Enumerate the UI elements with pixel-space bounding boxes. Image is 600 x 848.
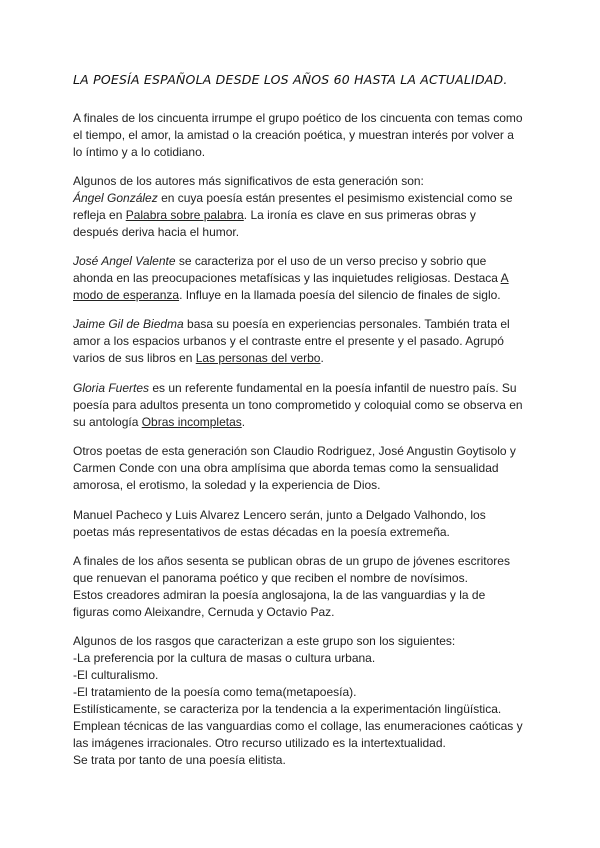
text-line: que renuevan el panorama poético y que reciben el nombre de novísimos.: [73, 571, 468, 585]
text-line: [73, 253, 533, 270]
text-span: ahonda en las preocupaciones metafísicas y las inquietudes religiosas. Destaca: [73, 271, 501, 285]
book-title: Palabra sobre palabra: [125, 208, 244, 222]
text-line: [73, 190, 533, 207]
text-span: en cuya poesía están presentes el pesimismo existencial como se: [157, 191, 513, 205]
list-item: -El tratamiento de la poesía como tema(metapoesía).: [73, 685, 357, 699]
text-span: varios de sus libros en: [73, 351, 196, 365]
list-item: -El culturalismo.: [73, 668, 159, 682]
text-line: [73, 350, 533, 367]
text-span: es un referente fundamental en la poesía infantil de nuestro país. Su: [149, 381, 517, 395]
text-span: se caracteriza por el uso de un verso preciso y sobrio que: [175, 254, 487, 268]
text-line: poesía para adultos presenta un tono comprometido y coloquial como se observa en: [73, 398, 523, 412]
text-line: Algunos de los rasgos que caracterizan a este grupo son los siguientes:: [73, 634, 456, 648]
text-line: Carmen Conde con una obra amplísima que aborda temas como la sensualidad: [73, 461, 499, 475]
text-span: refleja en: [73, 208, 126, 222]
paragraph-extremadura: [73, 507, 533, 541]
paragraph-other-poets: [73, 443, 533, 494]
author-name: Ángel González: [73, 191, 158, 205]
paragraph-rasgos: [73, 633, 533, 769]
text-line: [73, 380, 533, 397]
text-span: basa su poesía en experiencias personales. También trata el: [183, 317, 510, 331]
text-line: poetas más representativos de estas décadas en la poesía extremeña.: [73, 525, 450, 539]
text-line: Estilísticamente, se caracteriza por la tendencia a la experimentación lingüística.: [73, 702, 502, 716]
author-name: José Angel Valente: [73, 254, 176, 268]
book-title: Las personas del verbo: [195, 351, 321, 365]
document-title: LA POESÍA ESPAÑOLA DESDE LOS AÑOS 60 HASTA LA ACTUALIDAD.: [73, 72, 508, 87]
text-line: amor a los espacios urbanos y el contraste entre el presente y el pasado. Agrupó: [73, 334, 504, 348]
book-title: Obras incompletas: [141, 415, 242, 429]
text-line: Algunos de los autores más significativos de esta generación son:: [73, 174, 424, 188]
paragraph-novisimos: [73, 553, 533, 621]
author-name: Jaime Gil de Biedma: [73, 317, 184, 331]
text-line: [73, 207, 533, 224]
text-line: [73, 316, 533, 333]
text-line: A finales de los cincuenta irrumpe el grupo poético de los cincuenta con temas como: [73, 111, 523, 125]
author-name: Gloria Fuertes: [73, 381, 150, 395]
text-line: [73, 270, 533, 287]
text-span: .: [241, 415, 246, 429]
text-line: el tiempo, el amor, la amistad o la creación poética, y muestran interés por volver a: [73, 128, 514, 142]
text-line: figuras como Aleixandre, Cernuda y Octavio Paz.: [73, 605, 335, 619]
book-title: A: [500, 271, 509, 285]
text-line: Manuel Pacheco y Luis Alvarez Lencero serán, junto a Delgado Valhondo, los: [73, 508, 486, 522]
text-line: Se trata por tanto de una poesía elitista.: [73, 753, 286, 767]
paragraph-intro: [73, 110, 533, 161]
text-span: su antología: [73, 415, 142, 429]
text-line: las imágenes irracionales. Otro recurso utilizado es la intertextualidad.: [73, 736, 446, 750]
text-line: [73, 414, 533, 431]
book-title: modo de esperanza: [73, 288, 180, 302]
text-line: después deriva hacia el humor.: [73, 225, 240, 239]
paragraph-fuertes: [73, 380, 533, 431]
list-item: -La preferencia por la cultura de masas o cultura urbana.: [73, 651, 376, 665]
text-line: Emplean técnicas de las vanguardias como el collage, las enumeraciones caóticas y: [73, 719, 523, 733]
text-line: A finales de los años sesenta se publican obras de un grupo de jóvenes escritores: [73, 554, 510, 568]
text-span: . La ironía es clave en sus primeras obras y: [243, 208, 476, 222]
paragraph-biedma: [73, 316, 533, 367]
text-line: Otros poetas de esta generación son Claudio Rodriguez, José Angustin Goytisolo y: [73, 444, 516, 458]
text-line: amorosa, el erotismo, la soledad y la experiencia de Dios.: [73, 478, 381, 492]
text-line: [73, 287, 533, 304]
text-span: .: [320, 351, 324, 365]
paragraph-valente: [73, 253, 533, 304]
text-span: . Influye en la llamada poesía del silencio de finales de siglo.: [179, 288, 501, 302]
text-line: Estos creadores admiran la poesía anglosajona, la de las vanguardias y la de: [73, 588, 486, 602]
paragraph-gonzalez: [73, 173, 533, 241]
text-line: lo íntimo y a lo cotidiano.: [73, 145, 206, 159]
